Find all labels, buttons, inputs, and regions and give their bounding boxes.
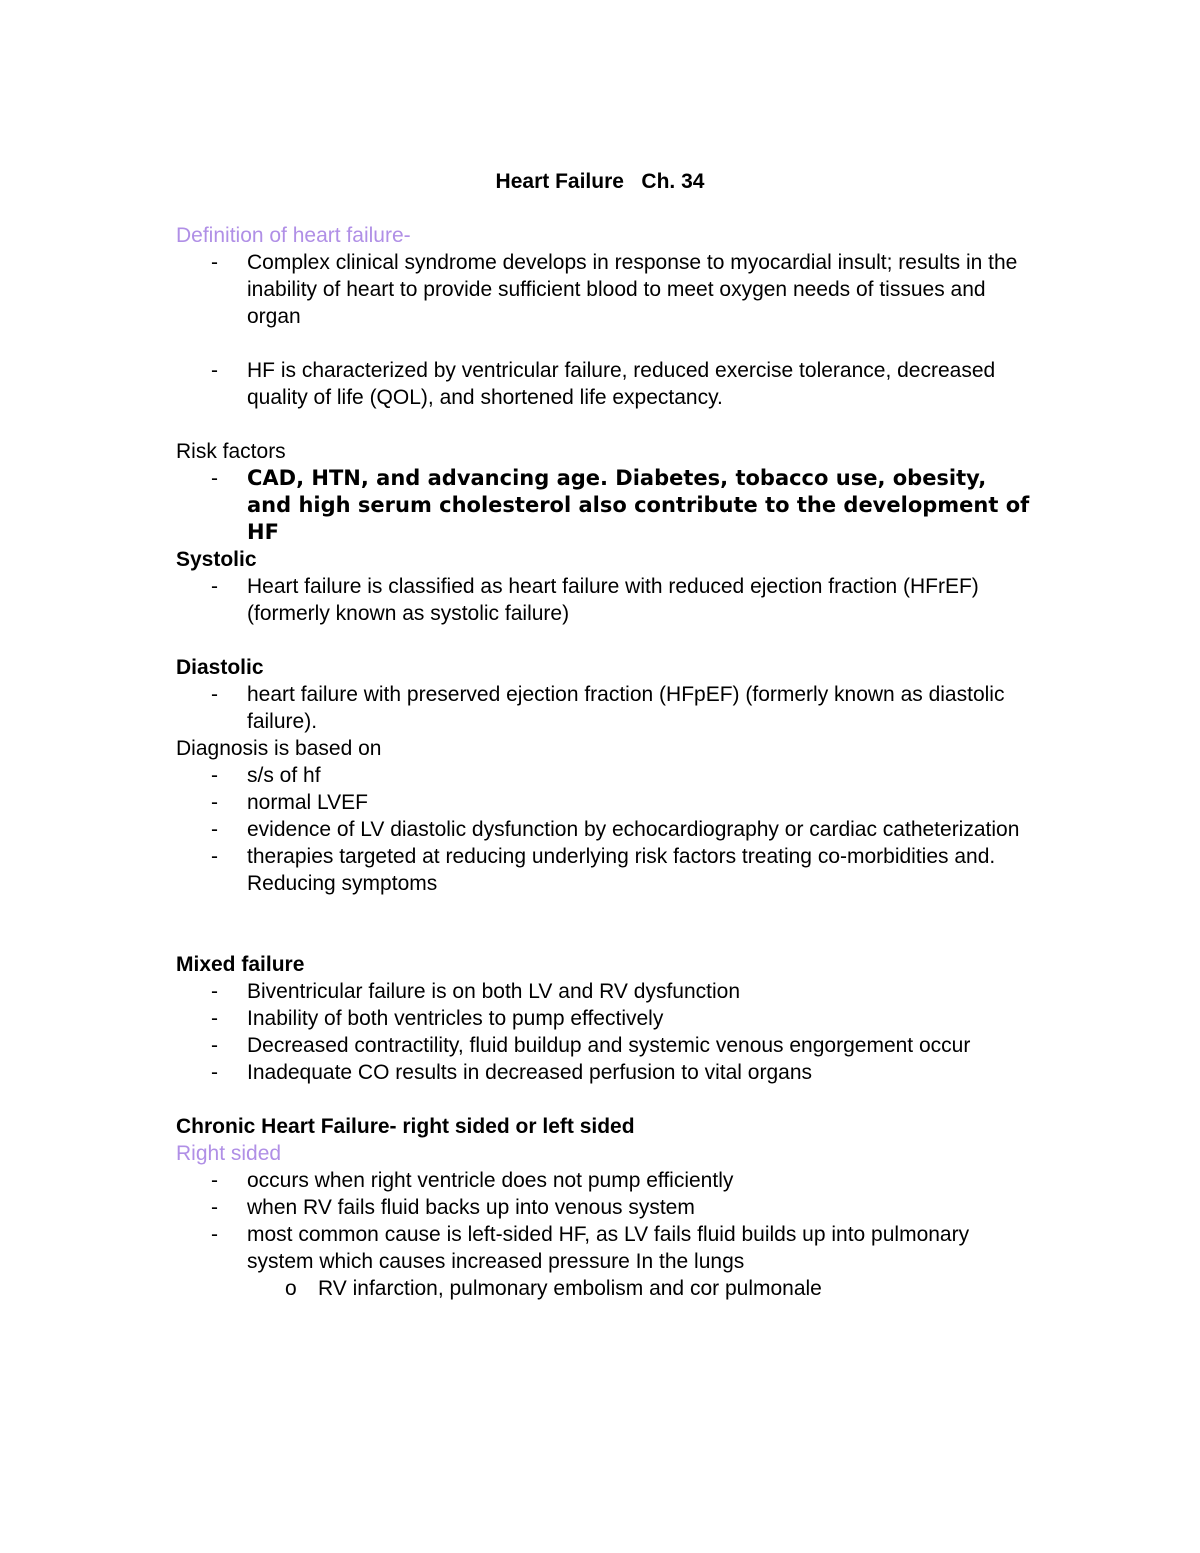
item-text: therapies targeted at reducing underlying risk factors treating co-morbidities and. Reducing symptoms [247, 845, 996, 895]
list-item [176, 249, 1036, 330]
chronic-hf-heading: Chronic Heart Failure- right sided or left sided [176, 1115, 635, 1138]
list-item [176, 1167, 1036, 1194]
right-sided-list [176, 1167, 1036, 1302]
right-sided-sublist [247, 1275, 1036, 1302]
diastolic-heading: Diastolic [176, 656, 264, 679]
list-item [176, 1005, 1036, 1032]
systolic-list [176, 573, 1036, 627]
document-body [176, 222, 1036, 1302]
list-item [176, 762, 1036, 789]
definition-heading: Definition of heart failure- [176, 224, 411, 247]
item-text: normal LVEF [247, 791, 368, 814]
mixed-failure-heading: Mixed failure [176, 953, 305, 976]
list-item [176, 789, 1036, 816]
spacer [176, 330, 1036, 357]
diastolic-list [176, 681, 1036, 735]
dash-bullet: - [211, 818, 218, 841]
systolic-heading: Systolic [176, 548, 257, 571]
item-text: RV infarction, pulmonary embolism and cor pulmonale [318, 1277, 822, 1300]
risk-factors-list [176, 465, 1036, 546]
sub-list-item [247, 1275, 1036, 1302]
dash-bullet: - [211, 1196, 218, 1219]
item-text: Decreased contractility, fluid buildup and systemic venous engorgement occur [247, 1034, 971, 1057]
item-text: Heart failure is classified as heart failure with reduced ejection fraction (HFrEF) (formerly known as systolic failure) [247, 575, 979, 625]
item-text: Complex clinical syndrome develops in response to myocardial insult; results in the inability of heart to provide sufficient blood to meet oxygen needs of tissues and organ [247, 251, 1018, 328]
item-text: CAD, HTN, and advancing age. Diabetes, tobacco use, obesity, and high serum cholesterol also contribute to the development of HF [247, 466, 1030, 544]
dash-bullet: - [211, 575, 218, 598]
item-text: occurs when right ventricle does not pump efficiently [247, 1169, 734, 1192]
dash-bullet: - [211, 359, 218, 382]
spacer [176, 1086, 1036, 1113]
o-bullet: o [285, 1277, 297, 1300]
dash-bullet: - [211, 1169, 218, 1192]
item-text: most common cause is left-sided HF, as LV fails fluid builds up into pulmonary system which causes increased pressure In the lungs [247, 1223, 970, 1273]
diagnosis-heading: Diagnosis is based on [176, 737, 382, 760]
item-text: when RV fails fluid backs up into venous system [247, 1196, 695, 1219]
item-text: Inability of both ventricles to pump effectively [247, 1007, 664, 1030]
dash-bullet: - [211, 1061, 218, 1084]
risk-factors-heading: Risk factors [176, 440, 286, 463]
diagnosis-list [176, 762, 1036, 897]
list-item [176, 843, 1036, 897]
list-item [176, 573, 1036, 627]
list-item [176, 357, 1036, 411]
item-text: Inadequate CO results in decreased perfusion to vital organs [247, 1061, 813, 1084]
definition-list [176, 249, 1036, 411]
item-text: evidence of LV diastolic dysfunction by echocardiography or cardiac catheterization [247, 818, 1020, 841]
item-text: HF is characterized by ventricular failure, reduced exercise tolerance, decreased quality of life (QOL), and shortened life expectancy. [247, 359, 996, 409]
dash-bullet: - [211, 683, 218, 706]
list-item [176, 816, 1036, 843]
list-item [176, 978, 1036, 1005]
dash-bullet: - [211, 791, 218, 814]
dash-bullet: - [211, 980, 218, 1003]
list-item [176, 1221, 1036, 1302]
spacer [176, 627, 1036, 654]
list-item [176, 681, 1036, 735]
list-item [176, 1059, 1036, 1086]
mixed-failure-list [176, 978, 1036, 1086]
list-item [176, 1194, 1036, 1221]
item-text: s/s of hf [247, 764, 321, 787]
dash-bullet: - [211, 845, 218, 868]
item-text: heart failure with preserved ejection fraction (HFpEF) (formerly known as diastolic failure). [247, 683, 1005, 733]
spacer [176, 897, 1036, 951]
right-sided-heading: Right sided [176, 1142, 282, 1165]
spacer [176, 411, 1036, 438]
dash-bullet: - [211, 251, 218, 274]
list-item [176, 465, 1036, 546]
dash-bullet: - [211, 1007, 218, 1030]
dash-bullet: - [211, 764, 218, 787]
list-item [176, 1032, 1036, 1059]
page-title: Heart Failure Ch. 34 [495, 170, 705, 193]
item-text: Biventricular failure is on both LV and RV dysfunction [247, 980, 740, 1003]
dash-bullet: - [211, 1223, 218, 1246]
dash-bullet: - [211, 1034, 218, 1057]
dash-bullet: - [211, 467, 218, 490]
